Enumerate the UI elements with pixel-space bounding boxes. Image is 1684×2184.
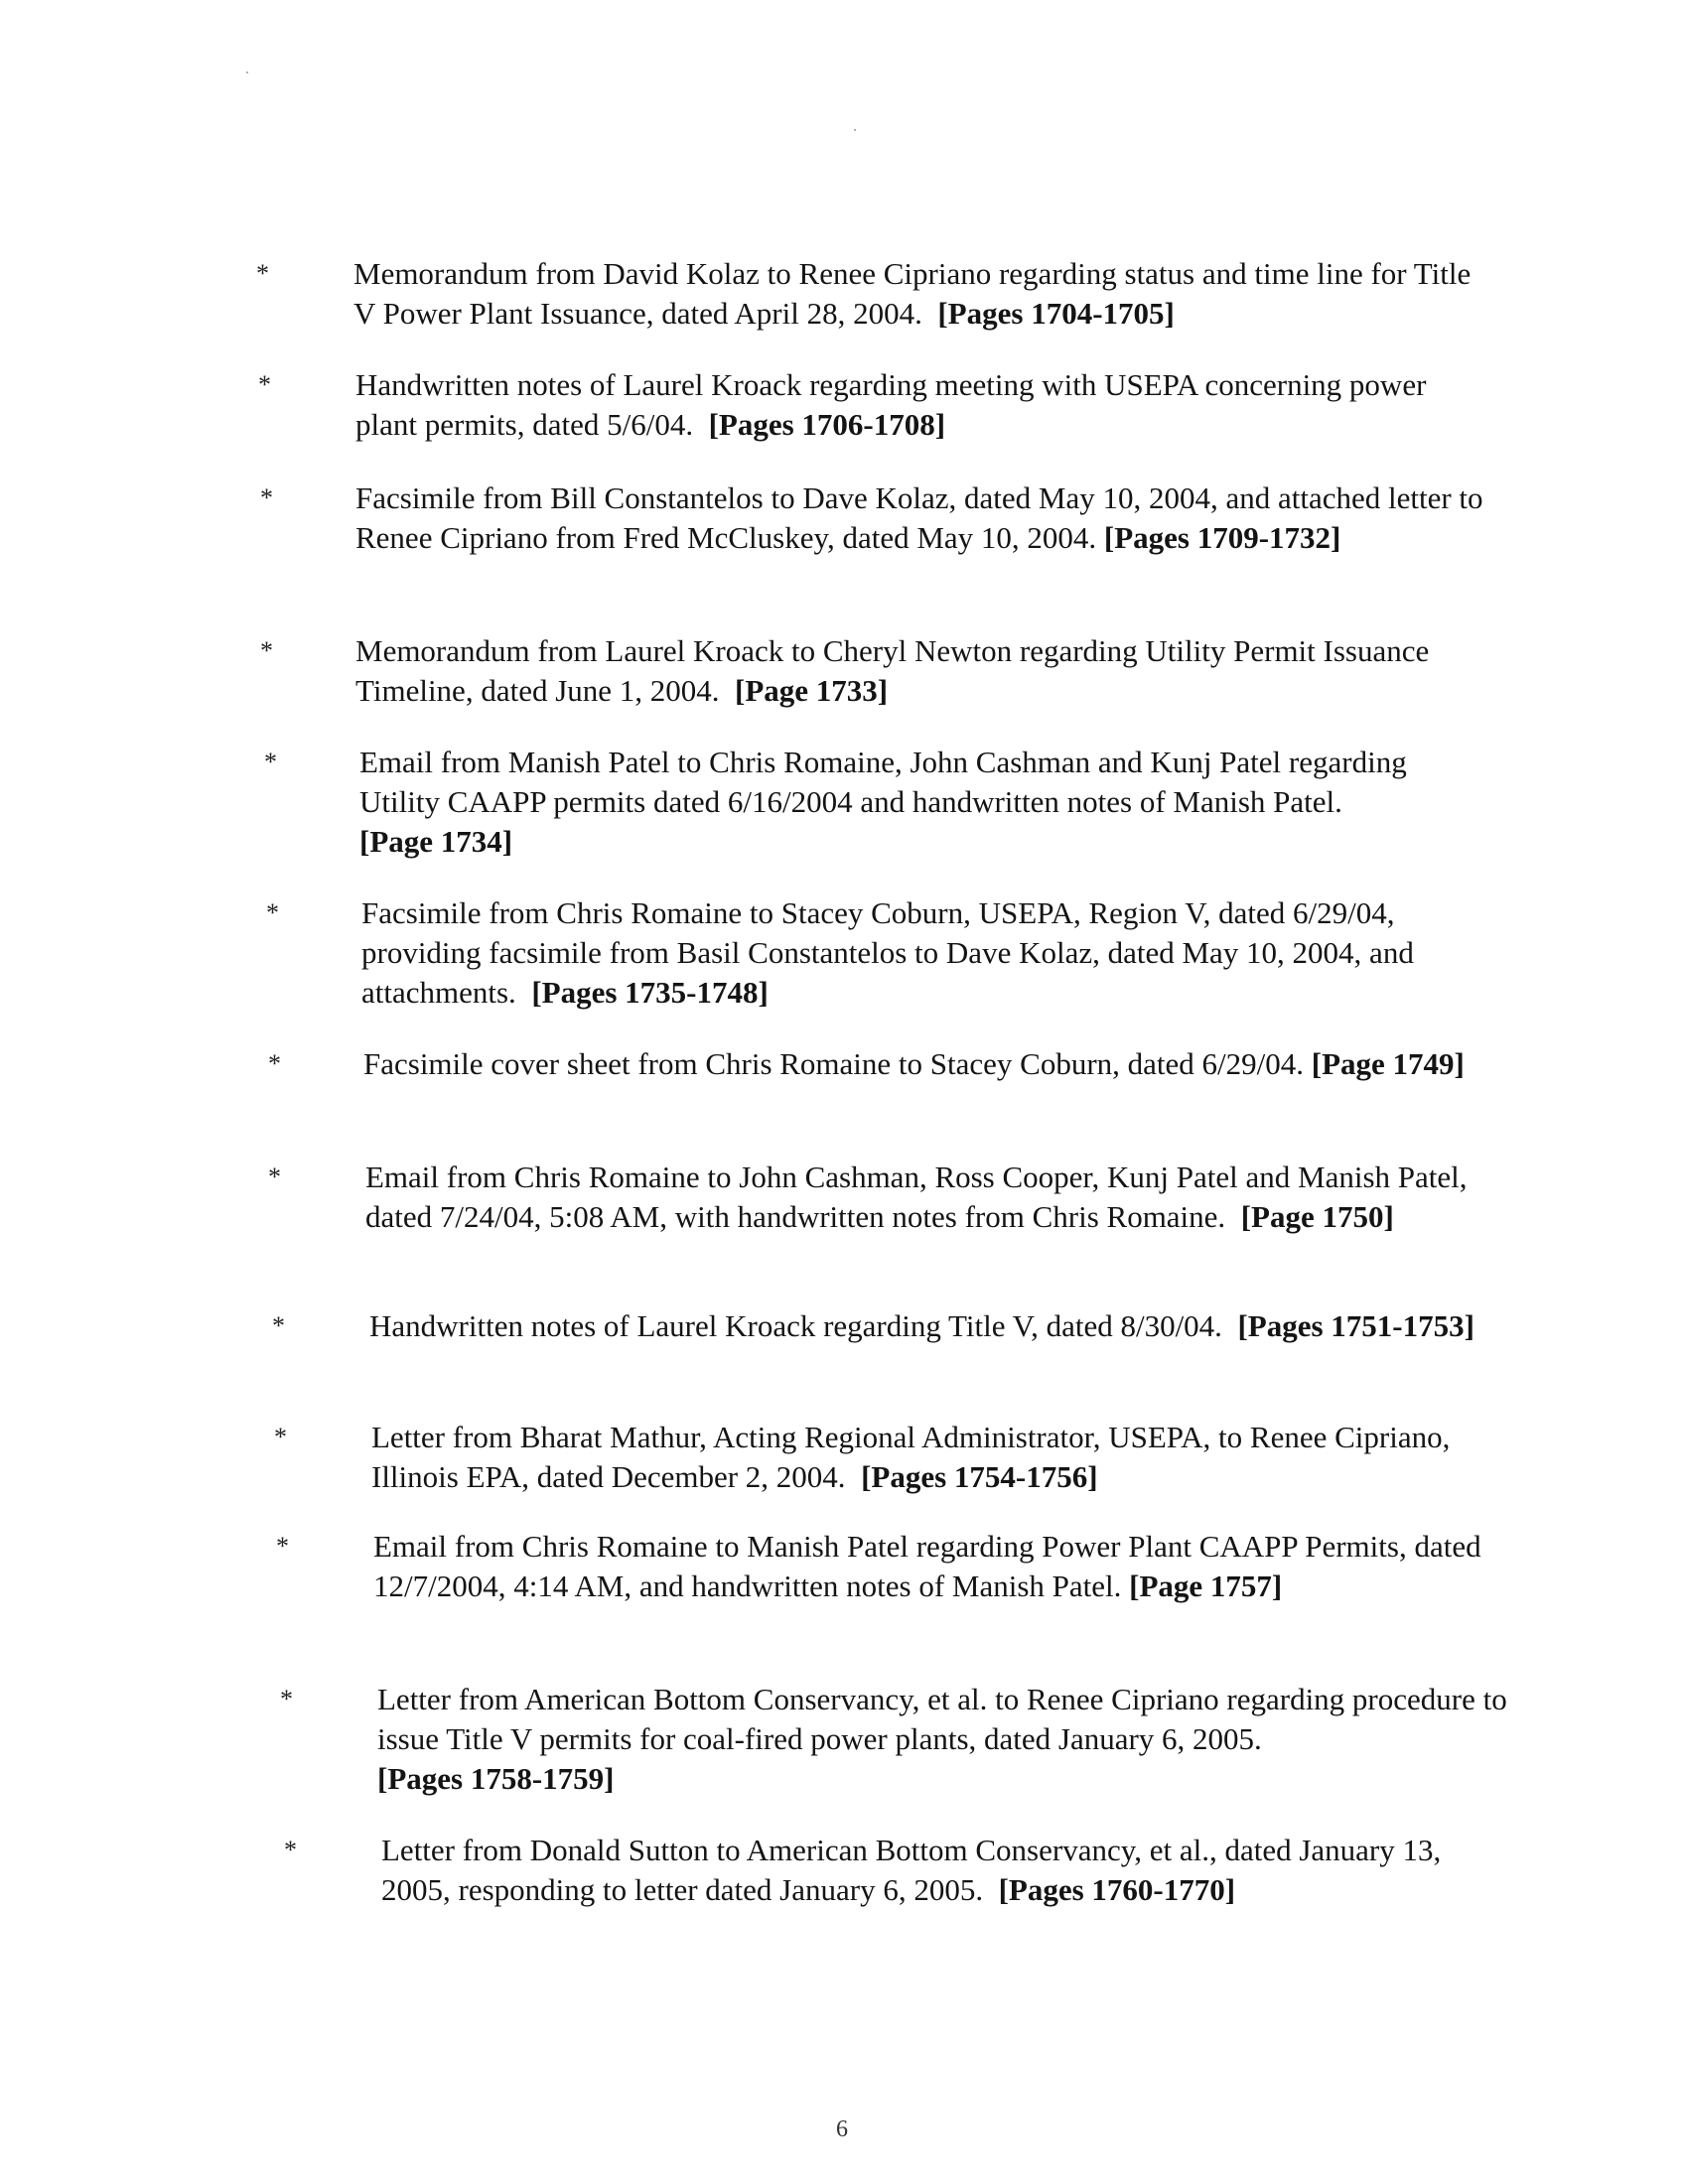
entry-description: Letter from American Bottom Conservancy, et al. to Renee Cipriano regarding procedure to issue Title V permits for coal-fired power plants, dated January 6, 2005.: [377, 1682, 1507, 1756]
entry-description: Facsimile cover sheet from Chris Romaine to Stacey Coburn, dated 6/29/04.: [363, 1046, 1305, 1081]
entry-description: Email from Chris Romaine to John Cashman, Ross Cooper, Kunj Patel and Manish Patel, dated 7/24/04, 5:08 AM, with handwritten notes from Chris Romaine.: [365, 1160, 1468, 1234]
page-reference: [Page 1749]: [1311, 1046, 1465, 1081]
page-reference: [Pages 1704-1705]: [937, 296, 1175, 331]
entry-description: Memorandum from Laurel Kroack to Cheryl Newton regarding Utility Permit Issuance Timeline, dated June 1, 2004.: [355, 633, 1430, 708]
list-item: [373, 1527, 1505, 1606]
entry-description: Handwritten notes of Laurel Kroack regarding Title V, dated 8/30/04.: [369, 1308, 1222, 1343]
page-reference: [Pages 1735-1748]: [531, 975, 769, 1010]
bullet-marker: *: [272, 1311, 285, 1340]
bullet-marker: *: [276, 1532, 289, 1561]
page-reference: [Pages 1709-1732]: [1103, 520, 1341, 555]
entry-description: Memorandum from David Kolaz to Renee Cipriano regarding status and time line for Title V Power Plant Issuance, dated April 28, 2004.: [353, 256, 1472, 331]
list-item: [377, 1680, 1509, 1799]
page-reference: [Pages 1754-1756]: [861, 1459, 1098, 1494]
bullet-marker: *: [284, 1836, 297, 1864]
page-reference: [Page 1757]: [1129, 1569, 1283, 1603]
page-reference: [Page 1734]: [359, 824, 513, 859]
entry-description: Facsimile from Chris Romaine to Stacey Coburn, USEPA, Region V, dated 6/29/04, providing facsimile from Basil Constantelos to Dave Kolaz, dated May 10, 2004, and attachments.: [361, 895, 1414, 1010]
list-item: [363, 1044, 1495, 1084]
page-reference: [Pages 1760-1770]: [998, 1872, 1236, 1907]
entry-description: Letter from Donald Sutton to American Bottom Conservancy, et al., dated January 13, 2005, responding to letter dated January 6, 2005.: [381, 1833, 1442, 1907]
list-item: [355, 478, 1487, 558]
list-item: [355, 365, 1487, 445]
bullet-marker: *: [264, 748, 277, 776]
list-item: [361, 893, 1493, 1013]
entry-description: Handwritten notes of Laurel Kroack regarding meeting with USEPA concerning power plant permits, dated 5/6/04.: [355, 367, 1427, 442]
page-reference: [Pages 1751-1753]: [1237, 1308, 1474, 1343]
entry-description: Letter from Bharat Mathur, Acting Regional Administrator, USEPA, to Renee Cipriano, Illinois EPA, dated December 2, 2004.: [371, 1420, 1451, 1494]
list-item: [355, 631, 1487, 711]
list-item: [365, 1158, 1497, 1237]
bullet-marker: *: [256, 259, 269, 288]
list-item: [353, 254, 1485, 334]
page-number: 6: [836, 2116, 848, 2142]
bullet-marker: *: [268, 1049, 281, 1078]
scan-speck: [854, 129, 856, 131]
list-item: [369, 1306, 1501, 1346]
bullet-marker: *: [260, 483, 273, 512]
list-item: [381, 1831, 1513, 1910]
bullet-marker: *: [258, 370, 271, 399]
page-reference: [Pages 1706-1708]: [708, 407, 946, 442]
bullet-marker: *: [260, 636, 273, 665]
list-item: [371, 1418, 1503, 1497]
bullet-marker: *: [274, 1423, 287, 1451]
entry-description: Email from Chris Romaine to Manish Patel regarding Power Plant CAAPP Permits, dated 12/7/2004, 4:14 AM, and handwritten notes of Manish Patel.: [373, 1529, 1481, 1603]
page-reference: [Pages 1758-1759]: [377, 1761, 615, 1796]
bullet-marker: *: [266, 898, 279, 927]
page-reference: [Page 1733]: [735, 673, 889, 708]
scan-speck: [246, 71, 248, 73]
list-item: [359, 743, 1491, 862]
bullet-marker: *: [280, 1685, 293, 1713]
entry-description: Email from Manish Patel to Chris Romaine, John Cashman and Kunj Patel regarding Utility CAAPP permits dated 6/16/2004 and handwritten notes of Manish Patel.: [359, 745, 1407, 819]
bullet-marker: *: [268, 1162, 281, 1191]
page-reference: [Page 1750]: [1240, 1199, 1394, 1234]
entry-description: Facsimile from Bill Constantelos to Dave Kolaz, dated May 10, 2004, and attached letter to Renee Cipriano from Fred McCluskey, dated May 10, 2004.: [355, 480, 1483, 555]
